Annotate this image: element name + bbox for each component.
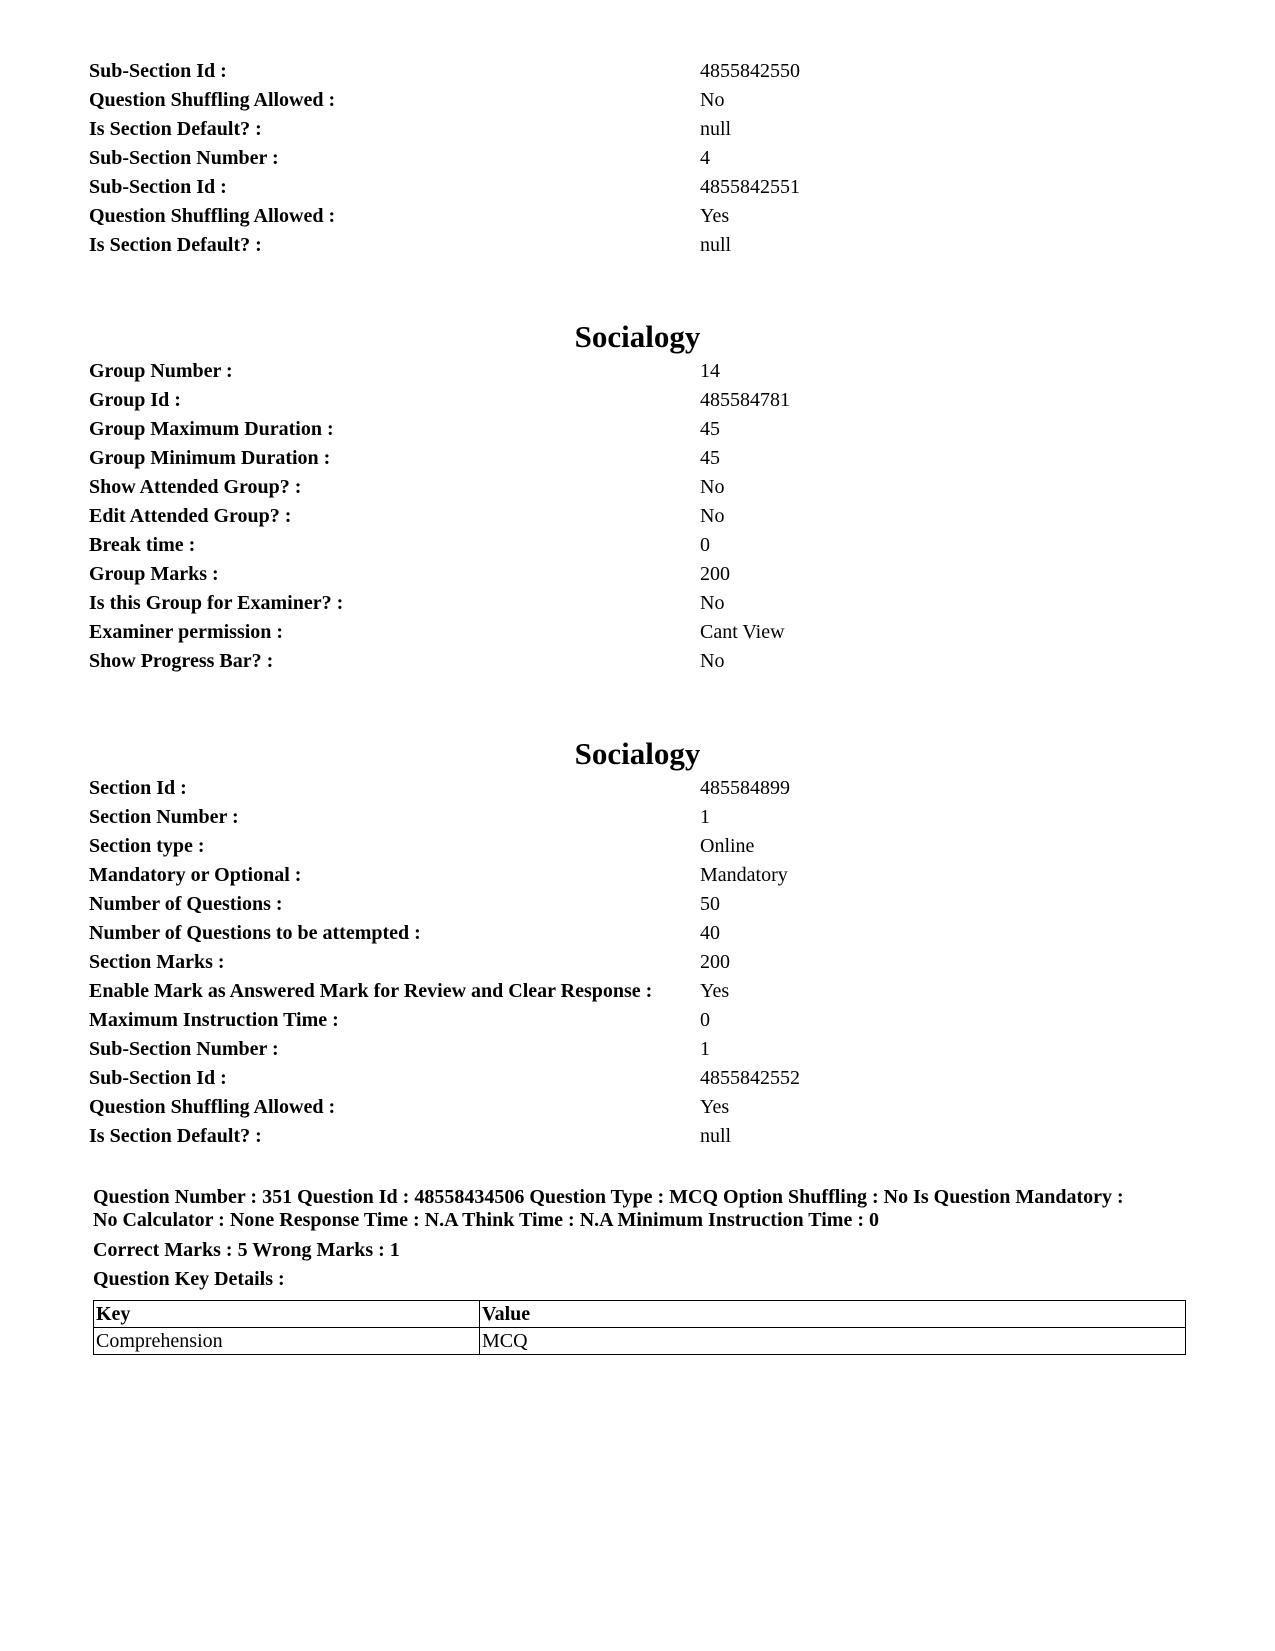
detail-row (89, 890, 1189, 919)
detail-label: Section type : (89, 835, 205, 857)
detail-value: 45 (700, 418, 720, 440)
detail-row (89, 57, 1189, 86)
detail-label: Is Section Default? : (89, 1125, 262, 1147)
detail-value: 4855842550 (700, 60, 800, 82)
detail-row (89, 115, 1189, 144)
detail-label: Show Progress Bar? : (89, 650, 274, 672)
detail-value: Mandatory (700, 864, 788, 886)
detail-value: 0 (700, 534, 710, 556)
detail-label: Number of Questions : (89, 893, 283, 915)
detail-row (89, 1064, 1189, 1093)
subsection-details (89, 57, 1189, 260)
question-info (93, 1186, 1193, 1294)
detail-row (89, 473, 1189, 502)
detail-value: 4 (700, 147, 710, 169)
detail-row (89, 415, 1189, 444)
group-details (89, 357, 1189, 676)
detail-value: 45 (700, 447, 720, 469)
detail-row (89, 647, 1189, 676)
detail-label: Mandatory or Optional : (89, 864, 302, 886)
detail-value: null (700, 1125, 732, 1147)
detail-row (89, 977, 1189, 1006)
detail-label: Sub-Section Id : (89, 1067, 227, 1089)
detail-row (89, 803, 1189, 832)
detail-row (89, 231, 1189, 260)
detail-row (89, 861, 1189, 890)
detail-label: Sub-Section Id : (89, 176, 227, 198)
detail-label: Sub-Section Id : (89, 60, 227, 82)
table-header-row (94, 1301, 1186, 1328)
table-row (94, 1328, 1186, 1355)
detail-label: Question Shuffling Allowed : (89, 1096, 336, 1118)
detail-row (89, 202, 1189, 231)
detail-value: 485584781 (700, 389, 790, 411)
detail-value: Yes (700, 205, 730, 227)
detail-label: Sub-Section Number : (89, 1038, 279, 1060)
detail-label: Group Marks : (89, 563, 219, 585)
group-heading: Socialogy (574, 319, 701, 354)
detail-row (89, 948, 1189, 977)
detail-label: Is this Group for Examiner? : (89, 592, 344, 614)
detail-label: Is Section Default? : (89, 118, 262, 140)
detail-value: 1 (700, 1038, 710, 1060)
detail-row (89, 1093, 1189, 1122)
table-cell-key: Comprehension (94, 1328, 480, 1355)
detail-row (89, 560, 1189, 589)
detail-label: Group Number : (89, 360, 233, 382)
detail-value: 4855842552 (700, 1067, 800, 1089)
question-marks: Correct Marks : 5 Wrong Marks : 1 (93, 1239, 400, 1261)
detail-label: Maximum Instruction Time : (89, 1009, 339, 1031)
detail-label: Enable Mark as Answered Mark for Review and Clear Response : (89, 980, 653, 1002)
detail-value: No (700, 476, 725, 498)
detail-value: 14 (700, 360, 720, 382)
detail-row (89, 589, 1189, 618)
detail-value: No (700, 592, 725, 614)
detail-label: Edit Attended Group? : (89, 505, 292, 527)
detail-row (89, 502, 1189, 531)
detail-label: Section Id : (89, 777, 187, 799)
detail-value: 50 (700, 893, 720, 915)
detail-row (89, 444, 1189, 473)
detail-label: Break time : (89, 534, 196, 556)
detail-value: No (700, 89, 725, 111)
detail-value: null (700, 118, 732, 140)
question-meta-line-2: No Calculator : None Response Time : N.A Think Time : N.A Minimum Instruction Time : 0 (93, 1209, 879, 1231)
detail-label: Group Minimum Duration : (89, 447, 331, 469)
detail-row (89, 357, 1189, 386)
section-details (89, 774, 1189, 1151)
detail-value: Yes (700, 1096, 730, 1118)
detail-value: 485584899 (700, 777, 790, 799)
detail-label: Group Maximum Duration : (89, 418, 334, 440)
detail-value: Online (700, 835, 755, 857)
detail-row (89, 1122, 1189, 1151)
detail-value: 1 (700, 806, 710, 828)
detail-row (89, 386, 1189, 415)
detail-value: No (700, 505, 725, 527)
detail-value: 40 (700, 922, 720, 944)
detail-row (89, 531, 1189, 560)
detail-label: Is Section Default? : (89, 234, 262, 256)
detail-value: 200 (700, 951, 730, 973)
detail-label: Sub-Section Number : (89, 147, 279, 169)
detail-row (89, 144, 1189, 173)
detail-value: null (700, 234, 732, 256)
detail-row (89, 618, 1189, 647)
detail-label: Question Shuffling Allowed : (89, 205, 336, 227)
detail-label: Question Shuffling Allowed : (89, 89, 336, 111)
detail-label: Section Marks : (89, 951, 225, 973)
column-header-value: Value (480, 1301, 1186, 1328)
detail-value: 4855842551 (700, 176, 800, 198)
detail-label: Show Attended Group? : (89, 476, 302, 498)
detail-value: Cant View (700, 621, 785, 643)
detail-value: 0 (700, 1009, 710, 1031)
detail-value: Yes (700, 980, 730, 1002)
detail-value: 200 (700, 563, 730, 585)
detail-row (89, 774, 1189, 803)
detail-value: No (700, 650, 725, 672)
section-heading: Socialogy (574, 736, 701, 771)
question-key-details-title: Question Key Details : (93, 1268, 285, 1290)
detail-row (89, 919, 1189, 948)
detail-label: Section Number : (89, 806, 239, 828)
question-meta-line-1: Question Number : 351 Question Id : 48558434506 Question Type : MCQ Option Shuffling : No Is Question Mandatory : (93, 1186, 1124, 1208)
detail-row (89, 1035, 1189, 1064)
column-header-key: Key (94, 1301, 480, 1328)
table-cell-value: MCQ (480, 1328, 1186, 1355)
detail-label: Group Id : (89, 389, 181, 411)
detail-label: Number of Questions to be attempted : (89, 922, 421, 944)
question-key-table (93, 1300, 1186, 1355)
detail-row (89, 1006, 1189, 1035)
detail-label: Examiner permission : (89, 621, 284, 643)
detail-row (89, 86, 1189, 115)
detail-row (89, 832, 1189, 861)
detail-row (89, 173, 1189, 202)
